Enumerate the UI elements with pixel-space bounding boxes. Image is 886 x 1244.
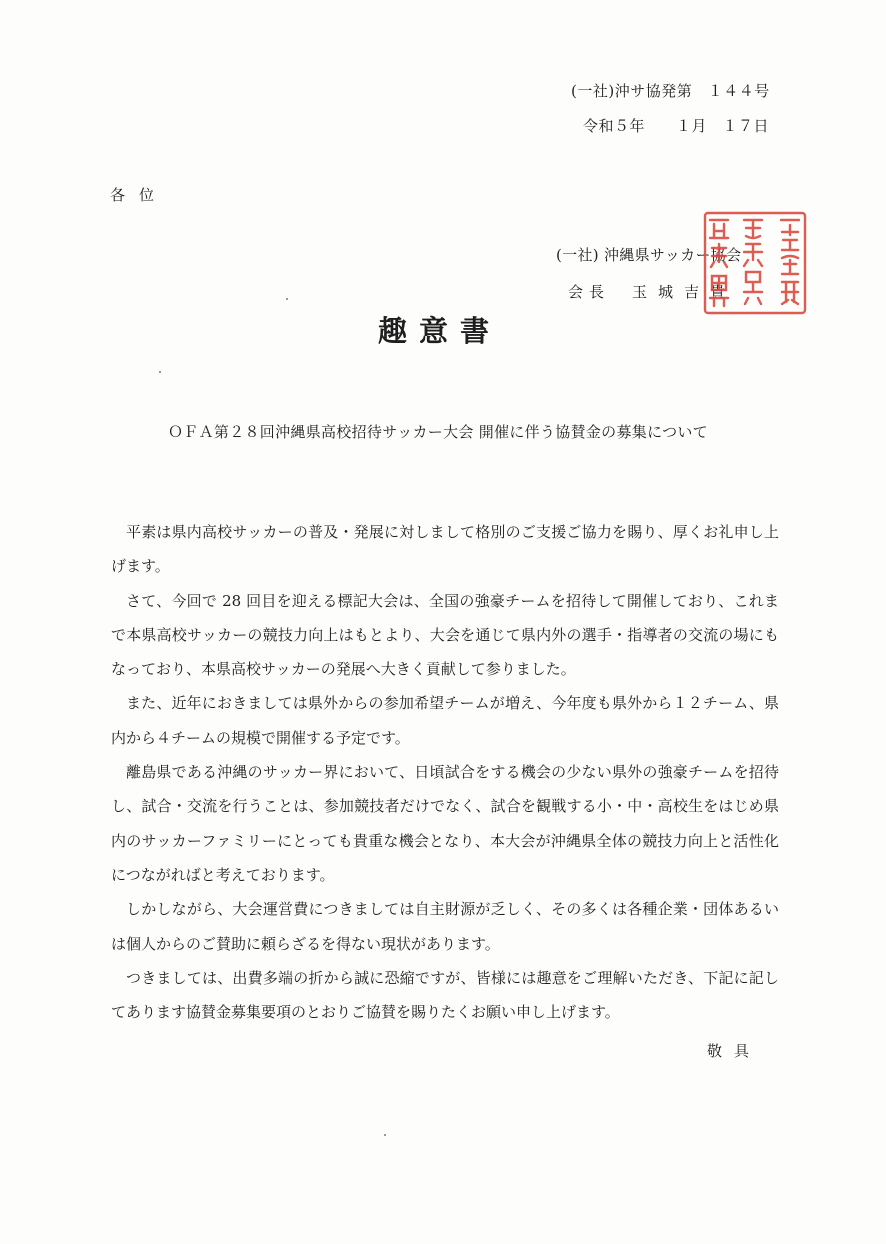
addressee: 各位 [110,186,169,204]
body-paragraph: 離島県である沖縄のサッカー界において、日頃試合をする機会の少ない県外の強豪チームを招待し、試合・交流を行うことは、参加競技者だけでなく、試合を観戦する小・中・高校生をはじめ県内のサッカーファミリーにとっても貴重な機会となり、本大会が沖縄県全体の競技力向上と活性化につながればと考えております。 [111,763,779,884]
body-paragraph: また、近年におきましては県外からの参加希望チームが増え、今年度も県外から１２チーム、県内から４チームの規模で開催する予定です。 [111,694,779,747]
official-seal-stamp [702,210,808,316]
sender-title: 会長 [568,283,611,301]
body-paragraph: 平素は県内高校サッカーの普及・発展に対しまして格別のご支援ご協力を賜り、厚くお礼申し上げます。 [111,523,779,576]
document-title: 趣意書 [378,314,502,348]
body-paragraph: さて、今回で 28 回目を迎える標記大会は、全国の強豪チームを招待して開催しており、これまで本県高校サッカーの競技力向上はもとより、大会を通じて県内外の選手・指導者の交流の場にもなっており、本県高校サッカーの発展へ大きく貢献して参りました。 [111,591,779,679]
document-subject: ＯＦＡ第２８回沖縄県高校招待サッカー大会 開催に伴う協賛金の募集について [168,423,708,441]
scan-speck [286,298,288,300]
closing-remark: 敬具 [707,1042,762,1060]
sender-name: 玉城吉貴 [632,283,737,301]
sender-organization: (一社) 沖縄県サッカー協会 [556,246,742,264]
body-paragraph: しかしながら、大会運営費につきましては自主財源が乏しく、その多くは各種企業・団体あるいは個人からのご賛助に頼らざるを得ない現状があります。 [111,900,779,953]
scan-speck [384,1134,386,1136]
scan-speck [159,371,161,373]
body-paragraph: つきましては、出費多端の折から誠に恐縮ですが、皆様には趣意をご理解いただき、下記に記してあります協賛金募集要項のとおりご協賛を賜りたくお願い申し上げます。 [111,968,779,1022]
document-number: (一社)沖サ協発第 １４４号 [571,82,770,100]
letter-body [111,515,779,1029]
document-date: 令和５年 １月 １７日 [583,117,770,135]
